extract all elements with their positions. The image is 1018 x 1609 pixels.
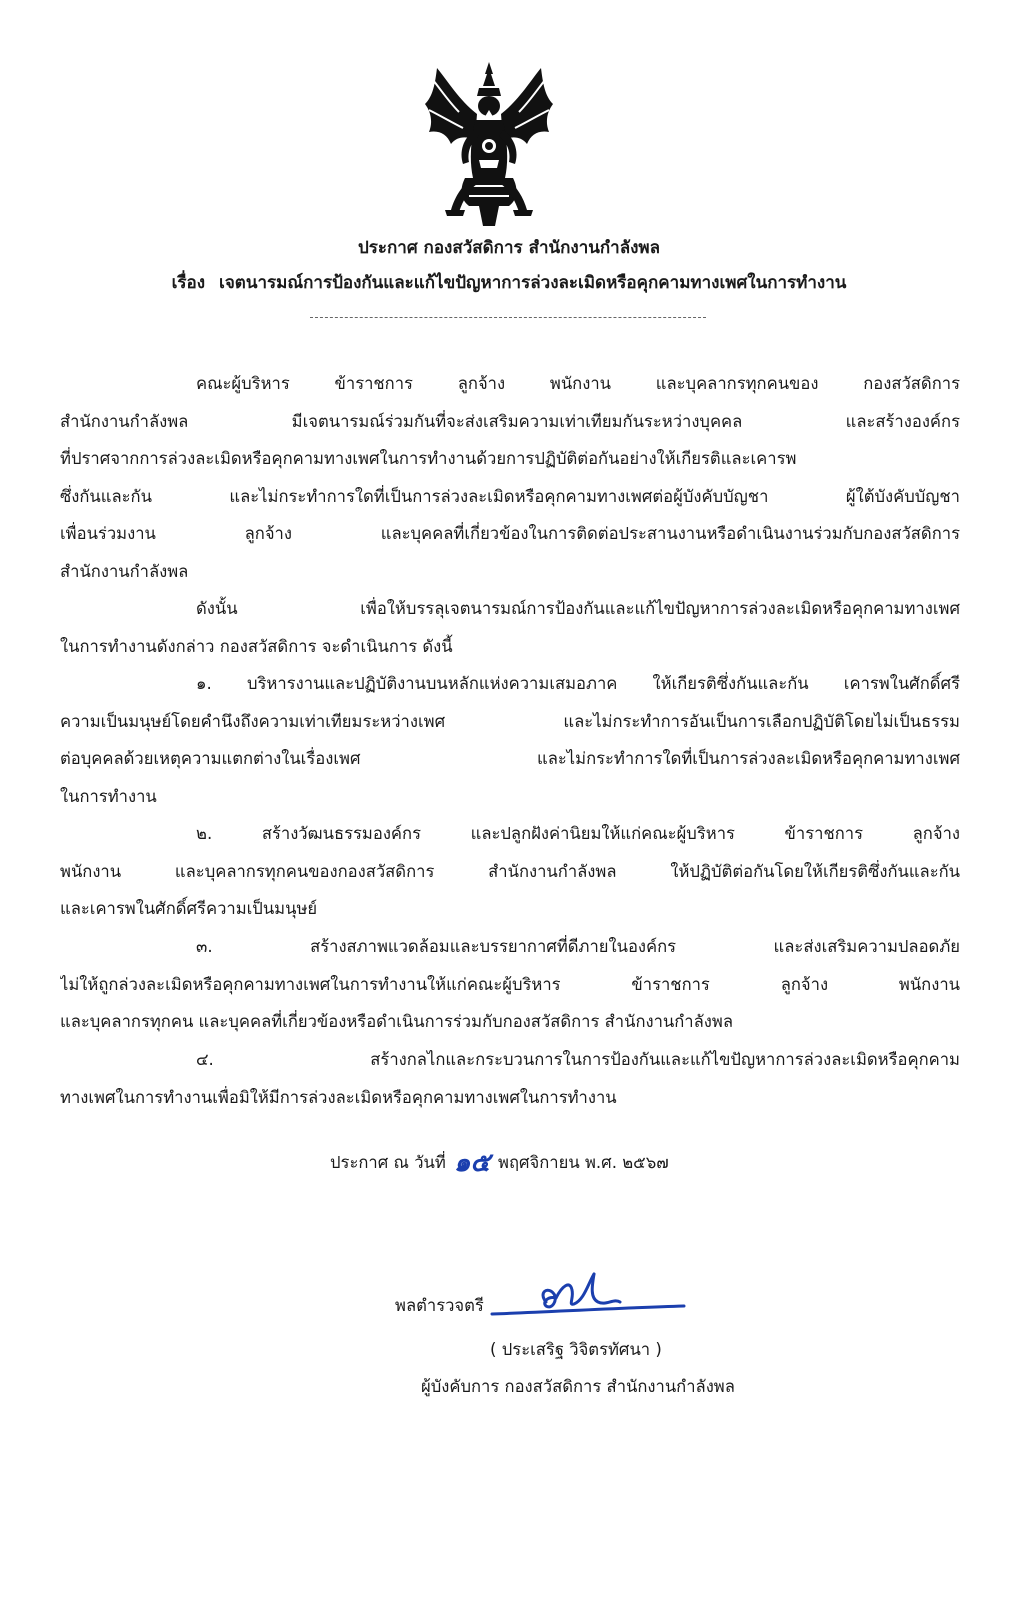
date-prefix: ประกาศ ณ วันที่ — [330, 1153, 446, 1172]
paragraph-line: ซึ่งกันและกัน และไม่กระทำการใดที่เป็นการล่วงละเมิดหรือคุกคามทางเพศต่อผู้บังคับบัญชา ผู้ใต้บังคับบัญชา — [60, 486, 960, 506]
paragraph-line: และเคารพในศักดิ์ศรีความเป็นมนุษย์ — [60, 899, 318, 918]
paragraph-intro — [60, 365, 960, 590]
paragraph-line: สำนักงานกำลังพล มีเจตนารมณ์ร่วมกันที่จะส่งเสริมความเท่าเทียมกันระหว่างบุคคล และสร้างองค์กร — [60, 411, 960, 431]
announcement-subject — [0, 271, 1018, 295]
paragraph-item-2 — [60, 815, 960, 928]
date-day-handwritten: ๑๕ — [453, 1148, 490, 1178]
paragraph-line: ต่อบุคคลด้วยเหตุความแตกต่างในเรื่องเพศ และไม่กระทำการใดที่เป็นการล่วงละเมิดหรือคุกคามทางเพศ — [60, 749, 960, 768]
paragraph-line: ในการทำงานดังกล่าว กองสวัสดิการ จะดำเนินการ ดังนี้ — [60, 636, 453, 656]
dashed-divider — [310, 317, 706, 318]
paragraph-item-1 — [60, 665, 960, 815]
paragraph-line: ทางเพศในการทำงานเพื่อมิให้มีการล่วงละเมิดหรือคุกคามทางเพศในการทำงาน — [60, 1087, 617, 1107]
announcement-title: ประกาศ กองสวัสดิการ สำนักงานกำลังพล — [357, 238, 661, 258]
garuda-emblem-icon — [419, 60, 559, 228]
signatory-position: ผู้บังคับการ กองสวัสดิการ สำนักงานกำลังพล — [421, 1377, 735, 1396]
paragraph-item-3 — [60, 928, 960, 1041]
signature-image — [488, 1262, 698, 1332]
announcement-date — [330, 1148, 669, 1178]
paragraph-line: ๔. สร้างกลไกและกระบวนการในการป้องกันและแก้ไขปัญหาการล่วงละเมิดหรือคุกคาม — [196, 1050, 960, 1069]
paragraph-line: ๓. สร้างสภาพแวดล้อมและบรรยากาศที่ดีภายในองค์กร และส่งเสริมความปลอดภัย — [196, 937, 960, 956]
paragraph-line: สำนักงานกำลังพล — [60, 561, 189, 581]
signatory-name: ( ประเสริฐ วิจิตรทัศนา ) — [490, 1340, 662, 1359]
paragraph-line: คณะผู้บริหาร ข้าราชการ ลูกจ้าง พนักงาน และบุคลากรทุกคนของ กองสวัสดิการ — [196, 374, 960, 393]
paragraph-line: ๒. สร้างวัฒนธรรมองค์กร และปลูกฝังค่านิยมให้แก่คณะผู้บริหาร ข้าราชการ ลูกจ้าง — [196, 824, 960, 843]
subject-label: เรื่อง — [171, 273, 206, 293]
paragraph-line: พนักงาน และบุคลากรทุกคนของกองสวัสดิการ สำนักงานกำลังพล ให้ปฏิบัติต่อกันโดยให้เกียรติซึ่งกันและกัน — [60, 861, 960, 881]
signatory-rank: พลตำรวจตรี — [395, 1296, 484, 1315]
date-month-year: พฤศจิกายน พ.ศ. ๒๕๖๗ — [498, 1153, 669, 1172]
paragraph-item-4 — [60, 1041, 960, 1116]
paragraph-line: ที่ปราศจากการล่วงละเมิดหรือคุกคามทางเพศในการทำงานด้วยการปฏิบัติต่อกันอย่างให้เกียรติและเคารพ — [60, 449, 797, 468]
paragraph-therefore — [60, 590, 960, 665]
paragraph-line: เพื่อนร่วมงาน ลูกจ้าง และบุคคลที่เกี่ยวข้องในการติดต่อประสานงานหรือดำเนินงานร่วมกับกองสวัสดิการ — [60, 524, 960, 543]
paragraph-line: ดังนั้น เพื่อให้บรรลุเจตนารมณ์การป้องกันและแก้ไขปัญหาการล่วงละเมิดหรือคุกคามทางเพศ — [196, 599, 960, 618]
paragraph-line: และบุคลากรทุกคน และบุคคลที่เกี่ยวข้องหรือดำเนินการร่วมกับกองสวัสดิการ สำนักงานกำลังพล — [60, 1012, 734, 1031]
paragraph-line: ๑. บริหารงานและปฏิบัติงานบนหลักแห่งความเสมอภาค ให้เกียรติซึ่งกันและกัน เคารพในศักดิ์ศรี — [196, 674, 960, 693]
paragraph-line: ไม่ให้ถูกล่วงละเมิดหรือคุกคามทางเพศในการทำงานให้แก่คณะผู้บริหาร ข้าราชการ ลูกจ้าง พนักงาน — [60, 974, 960, 994]
paragraph-line: ในการทำงาน — [60, 786, 157, 806]
paragraph-line: ความเป็นมนุษย์โดยคำนึงถึงความเท่าเทียมระหว่างเพศ และไม่กระทำการอันเป็นการเลือกปฏิบัติโดยไม่เป็นธรรม — [60, 711, 960, 731]
subject-text: เจตนารมณ์การป้องกันและแก้ไขปัญหาการล่วงละเมิดหรือคุกคามทางเพศในการทำงาน — [219, 273, 847, 293]
